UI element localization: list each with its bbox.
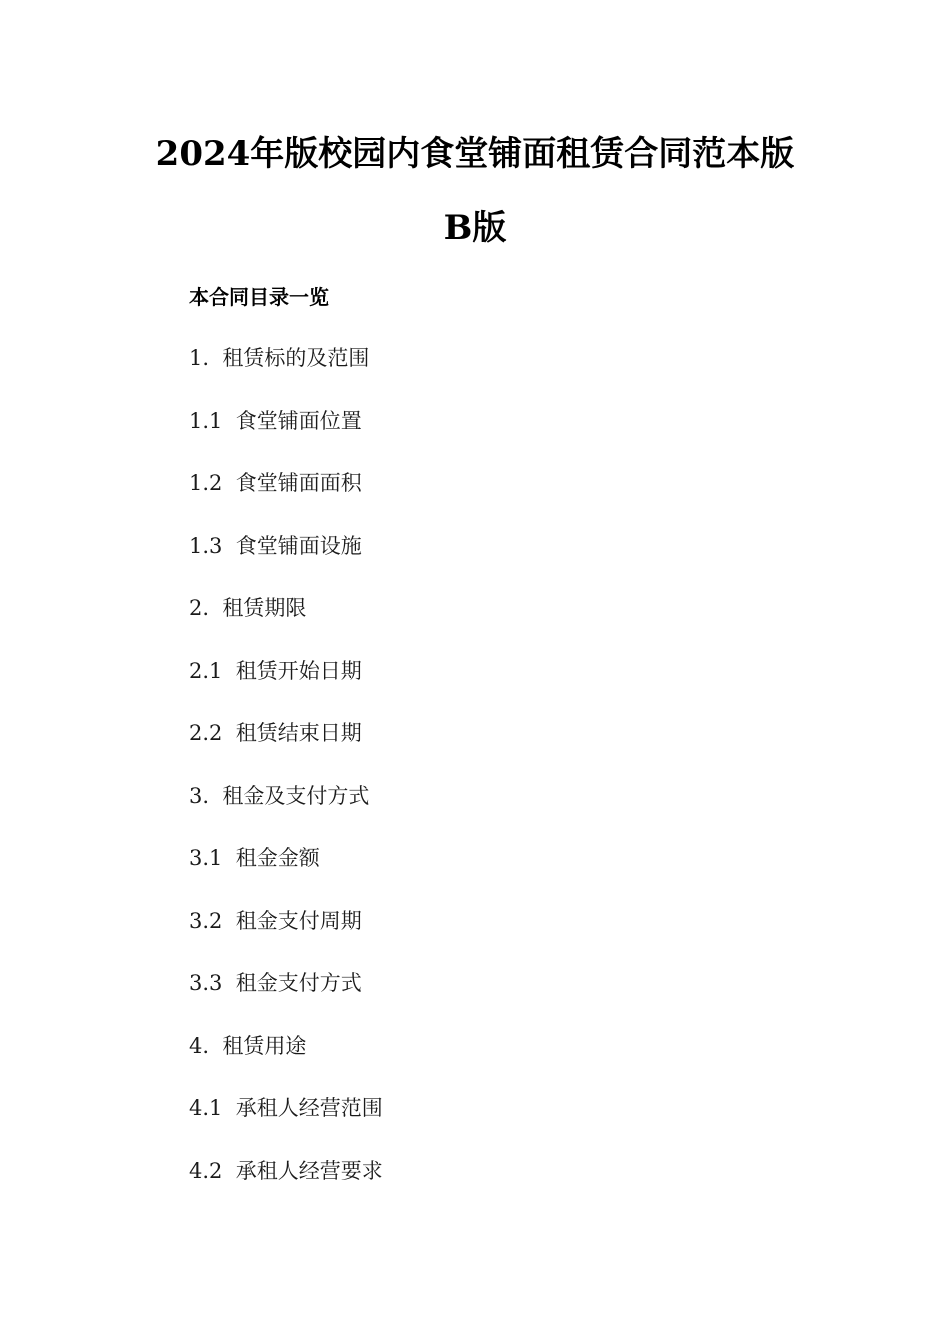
- document-title: 2024年版校园内食堂铺面租赁合同范本版: [155, 134, 795, 174]
- toc-item: 3.1 租金金额: [189, 846, 320, 870]
- toc-item: 4.1 承租人经营范围: [189, 1096, 383, 1120]
- toc-item: 4. 租赁用途: [189, 1033, 307, 1058]
- toc-item: 3.3 租金支付方式: [189, 971, 362, 995]
- toc-item: 4.2 承租人经营要求: [189, 1158, 383, 1183]
- toc-item: 1. 租赁标的及范围: [189, 346, 370, 370]
- toc-item: 2. 租赁期限: [189, 596, 307, 620]
- toc-item: 1.1 食堂铺面位置: [189, 408, 362, 433]
- toc-item: 2.1 租赁开始日期: [189, 658, 362, 683]
- toc-item: 1.2 食堂铺面面积: [189, 471, 362, 495]
- document-title-suffix: B版: [443, 208, 507, 248]
- toc-item: 3.2 租金支付周期: [189, 908, 362, 933]
- toc-item: 1.3 食堂铺面设施: [189, 533, 362, 558]
- toc-item: 3. 租金及支付方式: [189, 783, 370, 808]
- table-of-contents: [189, 345, 383, 1220]
- toc-heading: 本合同目录一览: [189, 285, 329, 309]
- toc-item: 2.2 租赁结束日期: [189, 721, 362, 745]
